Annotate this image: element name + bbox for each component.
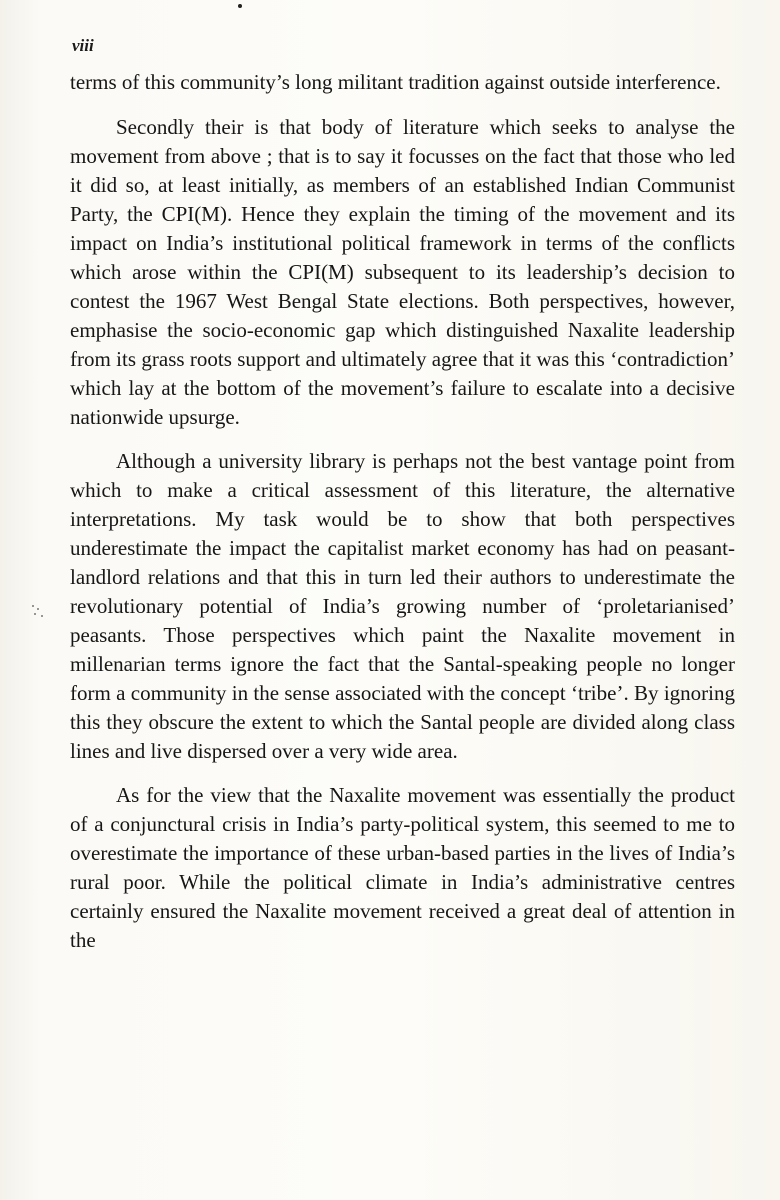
paragraph-as-for: As for the view that the Naxalite movement was essentially the product of a conjunctural crisis in India’s party-political system, this seemed to me to overestimate the importance of these urban-based parties in the lives of India’s rural poor. While the political climate in India’s administrative centres certainly ensured the Naxalite movement received a great deal of attention in the bbox=[70, 783, 735, 952]
paragraph-continued: terms of this community’s long militant tradition against outside interference. bbox=[70, 70, 721, 94]
page-number: viii bbox=[72, 36, 94, 55]
ink-dot bbox=[238, 4, 242, 8]
body-text bbox=[70, 68, 735, 970]
paragraph-secondly: Secondly their is that body of literature which seeks to analyse the movement from above ; that is to say it focusses on the fact that those who led it did so, at least initially, as members of an established Indian Communist Party, the CPI(M). Hence they explain the timing of the movement and its impact on India’s institutional political framework in terms of the conflicts which arose within the CPI(M) subsequent to its leadership’s decision to contest the 1967 West Bengal State elections. Both perspectives, however, emphasise the socio-economic gap which distinguished Naxalite leadership from its grass roots support and ultimately agree that it was this ‘contradiction’ which lay at the bottom of the movement’s failure to escalate into a decisive nationwide upsurge. bbox=[70, 115, 735, 429]
margin-speck bbox=[30, 604, 46, 618]
paragraph-although: Although a university library is perhaps not the best vantage point from which to make a critical assessment of this literature, the alternative interpretations. My task would be to show that both perspectives underestimate the impact the capitalist market economy has had on peasant-landlord relations and that this in turn led their authors to underestimate the revolutionary potential of India’s growing number of ‘proletarianised’ peasants. Those perspectives which paint the Naxalite movement in millenarian terms ignore the fact that the Santal-speaking people no longer form a community in the sense associated with the concept ‘tribe’. By ignoring this they obscure the extent to which the Santal people are divided along class lines and live dispersed over a very wide area. bbox=[70, 449, 735, 763]
